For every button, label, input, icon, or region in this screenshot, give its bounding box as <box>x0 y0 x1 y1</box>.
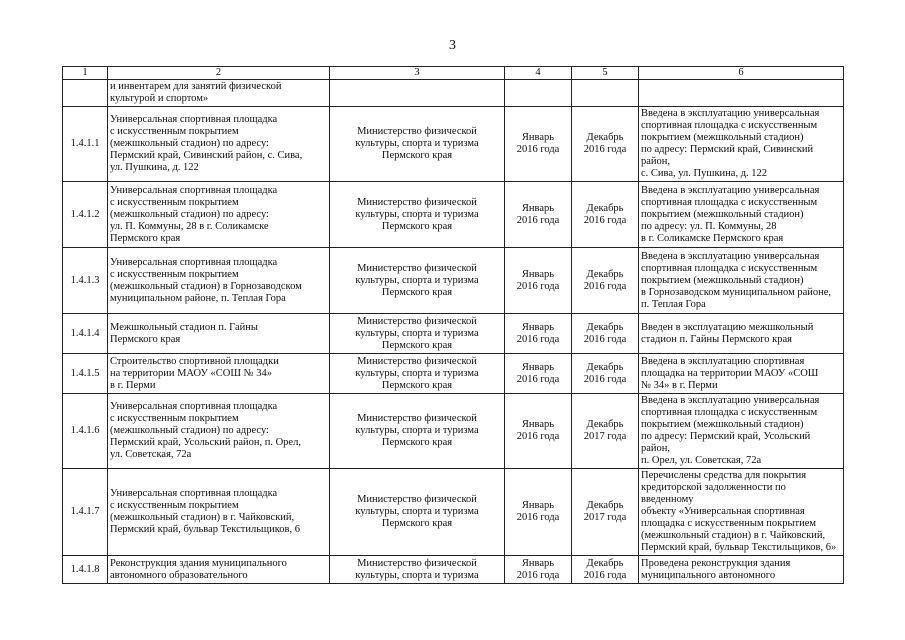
row-name: Реконструкция здания муниципального автономного образовательного <box>110 557 287 581</box>
row-end-date: Декабрь 2016 года <box>583 132 627 155</box>
row-code: 1.4.1.5 <box>63 354 108 394</box>
row-end-date: Декабрь 2017 года <box>583 419 627 442</box>
row-executor: Министерство физической культуры, спорта и туризма Пермского края <box>355 262 479 298</box>
table-row <box>63 80 844 107</box>
column-number-6: 6 <box>639 67 844 80</box>
row-result: Проведена реконструкция здания муниципального автономного <box>641 557 791 581</box>
row-executor: Министерство физической культуры, спорта и туризма Пермского края <box>355 196 479 232</box>
row-code: 1.4.1.6 <box>63 394 108 469</box>
table-row <box>63 556 844 584</box>
row-start-date: Январь 2016 года <box>516 202 560 226</box>
page-number: 3 <box>449 38 456 53</box>
table-row <box>63 248 844 314</box>
row-result: Введена в эксплуатацию спортивная площадка на территории МАОУ «СОШ № 34» в г. Перми <box>641 355 819 391</box>
table-row <box>63 469 844 556</box>
row-name: Межшкольный стадион п. Гайны Пермского края <box>110 321 258 345</box>
table-row <box>63 314 844 354</box>
table-row <box>63 354 844 394</box>
table-header-row <box>63 67 844 80</box>
row-end-date: Декабрь 2017 года <box>583 500 627 523</box>
activity-table <box>62 66 844 584</box>
row-executor: Министерство физической культуры, спорта и туризма Пермского края <box>355 315 479 351</box>
row-end-date: Декабрь 2016 года <box>583 268 627 292</box>
table-row <box>63 394 844 469</box>
row-name: Универсальная спортивная площадка с искусственным покрытием (межшкольный стадион) по адресу: Пермский край, Усольский район, п. Орел, ул. Советская, 72а <box>110 401 301 460</box>
row-result: Введена в эксплуатацию универсальная спортивная площадка с искусственным покрытием (межшкольный стадион) в Горнозаводском муниципальном районе, п. Теплая Гора <box>641 250 832 310</box>
table-row <box>63 182 844 248</box>
row-code: 1.4.1.2 <box>63 182 108 248</box>
row-result: Введена в эксплуатацию универсальная спортивная площадка с искусственным покрытием (межшкольный стадион) по адресу: Пермский край, Сивинский район, с. Сива, ул. Пушкина, д. 122 <box>641 108 820 179</box>
row-name: и инвентарем для занятий физической культурой и спортом» <box>110 81 282 104</box>
row-end-date: Декабрь 2016 года <box>583 361 627 385</box>
row-code: 1.4.1.7 <box>63 469 108 556</box>
row-start-date: Январь 2016 года <box>516 268 560 292</box>
row-code: 1.4.1.4 <box>63 314 108 354</box>
table-row <box>63 107 844 182</box>
row-name: Универсальная спортивная площадка с искусственным покрытием (межшкольный стадион) в Горнозаводском муниципальном районе, п. Теплая Гора <box>110 256 302 304</box>
row-executor: Министерство физической культуры, спорта и туризма Пермского края <box>355 126 479 161</box>
row-code: 1.4.1.3 <box>63 248 108 314</box>
row-start-date: Январь 2016 года <box>516 321 560 345</box>
row-start-date: Январь 2016 года <box>516 132 560 155</box>
row-end-date: Декабрь 2016 года <box>583 557 627 581</box>
row-result: Введен в эксплуатацию межшкольный стадион п. Гайны Пермского края <box>641 321 814 345</box>
row-start-date: Январь 2016 года <box>516 557 560 581</box>
row-start-date: Январь 2016 года <box>516 361 560 385</box>
row-result: Введена в эксплуатацию универсальная спортивная площадка с искусственным покрытием (межшкольный стадион) по адресу: Пермский край, Усольский район, п. Орел, ул. Советская, 72а <box>641 395 820 466</box>
row-start-date: Январь 2016 года <box>516 419 560 442</box>
row-executor: Министерство физической культуры, спорта и туризма Пермского края <box>355 494 479 529</box>
row-result: Перечислены средства для покрытия кредиторской задолженности по введенному объекту «Универсальная спортивная площадка с искусственным покрытием (межшкольный стадион) в г. Чайковский, Пермский край, бульвар Текстильщиков, 6» <box>641 470 837 553</box>
row-name: Строительство спортивной площадки на территории МАОУ «СОШ № 34» в г. Перми <box>110 355 279 391</box>
row-executor: Министерство физической культуры, спорта и туризма <box>355 557 479 581</box>
row-end-date: Декабрь 2016 года <box>583 202 627 226</box>
row-code <box>63 80 108 107</box>
row-result: Введена в эксплуатацию универсальная спортивная площадка с искусственным покрытием (межшкольный стадион) по адресу: ул. П. Коммуны, 28 в г. Соликамске Пермского края <box>641 184 820 244</box>
column-number-2: 2 <box>108 67 330 80</box>
column-number-4: 4 <box>505 67 572 80</box>
row-name: Универсальная спортивная площадка с искусственным покрытием (межшкольный стадион) по адресу: ул. П. Коммуны, 28 в г. Соликамске Пермского края <box>110 184 278 244</box>
row-name: Универсальная спортивная площадка с искусственным покрытием (межшкольный стадион) в г. Чайковский, Пермский край, бульвар Текстильщиков, 6 <box>110 488 300 535</box>
column-number-1: 1 <box>63 67 108 80</box>
row-code: 1.4.1.1 <box>63 107 108 182</box>
column-number-5: 5 <box>572 67 639 80</box>
row-end-date: Декабрь 2016 года <box>583 321 627 345</box>
row-start-date: Январь 2016 года <box>516 500 560 523</box>
row-executor: Министерство физической культуры, спорта и туризма Пермского края <box>355 355 479 391</box>
column-number-3: 3 <box>330 67 505 80</box>
row-code: 1.4.1.8 <box>63 556 108 584</box>
row-name: Универсальная спортивная площадка с искусственным покрытием (межшкольный стадион) по адресу: Пермский край, Сивинский район, с. Сива, ул. Пушкина, д. 122 <box>110 114 303 173</box>
row-executor: Министерство физической культуры, спорта и туризма Пермского края <box>355 413 479 448</box>
